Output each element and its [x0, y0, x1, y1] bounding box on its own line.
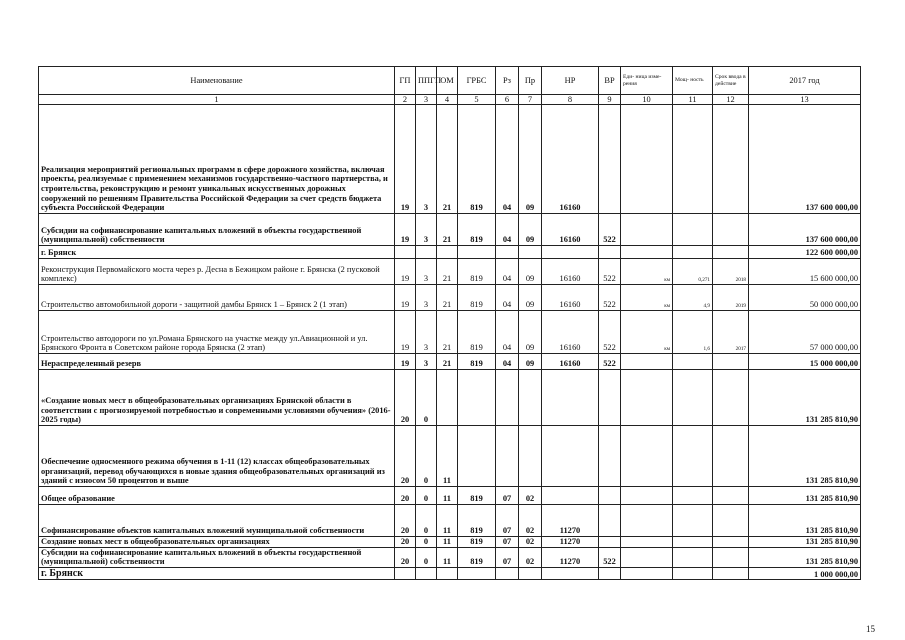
cell-amount: 131 285 810,90 [749, 547, 861, 567]
cell-amount: 15 600 000,00 [749, 259, 861, 285]
cell-amount: 137 600 000,00 [749, 105, 861, 214]
cell-pr: 02 [519, 547, 542, 567]
header-name: Наименование [39, 67, 395, 95]
cell-vr: 522 [599, 354, 621, 370]
cell-unit [621, 426, 673, 487]
cell-term: 2017 [713, 311, 749, 354]
cell-name: Общее образование [39, 487, 395, 505]
cell-term [713, 547, 749, 567]
cell-name: Субсидии на софинансирование капитальных вложений в объекты государственной (муниципальной) собственности [39, 214, 395, 246]
cell-ppgp: 3 [416, 354, 437, 370]
cell-power [673, 487, 713, 505]
cell-gp: 19 [395, 285, 416, 311]
cell-unit [621, 567, 673, 580]
cell-unit [621, 214, 673, 246]
cell-nr: 16160 [542, 259, 599, 285]
cell-power: 1,6 [673, 311, 713, 354]
cell-om: 21 [437, 311, 458, 354]
cell-unit [621, 537, 673, 548]
cell-rz: 07 [496, 537, 519, 548]
cell-nr: 16160 [542, 354, 599, 370]
col-number: 10 [621, 95, 673, 105]
cell-ppgp: 3 [416, 105, 437, 214]
table-row [39, 105, 861, 214]
cell-name: Обеспечение односменного режима обучения в 1-11 (12) классах общеобразовательных организаций, перевод обучающихся в новые здания общеобразовательных организаций из зданий с износом 50 процентов и выше [39, 426, 395, 487]
table-row [39, 537, 861, 548]
table-row [39, 567, 861, 580]
cell-amount: 122 600 000,00 [749, 246, 861, 259]
cell-term [713, 214, 749, 246]
cell-vr [599, 426, 621, 487]
cell-gp: 20 [395, 370, 416, 426]
cell-name: Строительство автомобильной дороги - защитной дамбы Брянск 1 – Брянск 2 (1 этап) [39, 285, 395, 311]
cell-vr: 522 [599, 285, 621, 311]
cell-unit [621, 487, 673, 505]
cell-unit: км [621, 259, 673, 285]
cell-pr: 09 [519, 285, 542, 311]
cell-term: 2019 [713, 285, 749, 311]
cell-amount: 131 285 810,90 [749, 426, 861, 487]
budget-table [38, 66, 861, 580]
header-ppgp: ППГП [416, 67, 437, 95]
cell-rz: 04 [496, 214, 519, 246]
cell-term [713, 370, 749, 426]
cell-om: 21 [437, 105, 458, 214]
header-om: ОМ [437, 67, 458, 95]
cell-gp: 19 [395, 259, 416, 285]
cell-grbs [458, 567, 496, 580]
cell-pr: 02 [519, 505, 542, 537]
cell-ppgp: 0 [416, 426, 437, 487]
col-number: 12 [713, 95, 749, 105]
cell-vr: 522 [599, 311, 621, 354]
cell-pr: 02 [519, 537, 542, 548]
cell-gp: 20 [395, 505, 416, 537]
cell-grbs [458, 426, 496, 487]
cell-rz: 07 [496, 547, 519, 567]
header-term: Срок ввода в действие [713, 67, 749, 95]
cell-om: 11 [437, 537, 458, 548]
table-row [39, 426, 861, 487]
header-grbs: ГРБС [458, 67, 496, 95]
cell-term: 2018 [713, 259, 749, 285]
cell-ppgp: 0 [416, 537, 437, 548]
cell-grbs: 819 [458, 354, 496, 370]
cell-unit [621, 370, 673, 426]
cell-amount: 1 000 000,00 [749, 567, 861, 580]
cell-om: 21 [437, 214, 458, 246]
cell-term [713, 105, 749, 214]
cell-name: Создание новых мест в общеобразовательных организациях [39, 537, 395, 548]
cell-pr [519, 426, 542, 487]
cell-amount: 131 285 810,90 [749, 370, 861, 426]
cell-nr: 11270 [542, 505, 599, 537]
cell-nr: 16160 [542, 105, 599, 214]
col-number: 9 [599, 95, 621, 105]
cell-grbs: 819 [458, 487, 496, 505]
header-vr: ВР [599, 67, 621, 95]
header-row [39, 67, 861, 95]
cell-vr [599, 537, 621, 548]
cell-nr [542, 426, 599, 487]
cell-grbs: 819 [458, 105, 496, 214]
cell-name: Реализация мероприятий региональных программ в сфере дорожного хозяйства, включая проекты, реализуемые с применением механизмов государственно-частного партнерства, и строительства, реконструкцию и ремонт уникальных искусственных дорожных сооружений по решениям Правительства Российской Федерации за счет средств бюджета субъекта Российской Федерации [39, 105, 395, 214]
cell-gp: 19 [395, 105, 416, 214]
cell-gp: 19 [395, 311, 416, 354]
cell-gp: 19 [395, 214, 416, 246]
cell-pr [519, 567, 542, 580]
cell-rz: 07 [496, 505, 519, 537]
header-gp: ГП [395, 67, 416, 95]
cell-rz [496, 426, 519, 487]
cell-vr [599, 567, 621, 580]
cell-pr [519, 246, 542, 259]
table-row [39, 214, 861, 246]
header-nr: НР [542, 67, 599, 95]
cell-nr: 16160 [542, 285, 599, 311]
cell-om [437, 370, 458, 426]
cell-unit [621, 105, 673, 214]
cell-power [673, 354, 713, 370]
cell-name: Нераспределенный резерв [39, 354, 395, 370]
cell-unit: км [621, 311, 673, 354]
cell-unit [621, 354, 673, 370]
cell-name: Строительство автодороги по ул.Романа Брянского на участке между ул.Авиационной и ул. Брянского Фронта в Советском районе города Брянска (2 этап) [39, 311, 395, 354]
cell-grbs: 819 [458, 505, 496, 537]
cell-power [673, 246, 713, 259]
cell-om: 11 [437, 487, 458, 505]
cell-power [673, 370, 713, 426]
header-rz: Рз [496, 67, 519, 95]
cell-ppgp: 0 [416, 547, 437, 567]
cell-amount: 131 285 810,90 [749, 537, 861, 548]
cell-pr: 09 [519, 259, 542, 285]
table-row [39, 259, 861, 285]
col-number: 7 [519, 95, 542, 105]
cell-name: Субсидии на софинансирование капитальных вложений в объекты государственной (муниципальной) собственности [39, 547, 395, 567]
cell-term [713, 567, 749, 580]
cell-vr [599, 487, 621, 505]
cell-gp: 20 [395, 537, 416, 548]
cell-amount: 131 285 810,90 [749, 487, 861, 505]
cell-name: Софинансирование объектов капитальных вложений муниципальной собственности [39, 505, 395, 537]
cell-om [437, 567, 458, 580]
cell-nr: 11270 [542, 547, 599, 567]
cell-amount: 15 000 000,00 [749, 354, 861, 370]
cell-pr: 02 [519, 487, 542, 505]
cell-ppgp: 0 [416, 370, 437, 426]
cell-pr [519, 370, 542, 426]
cell-vr [599, 505, 621, 537]
cell-unit [621, 505, 673, 537]
cell-vr [599, 370, 621, 426]
cell-om: 11 [437, 505, 458, 537]
cell-rz: 04 [496, 105, 519, 214]
cell-grbs: 819 [458, 547, 496, 567]
cell-pr: 09 [519, 214, 542, 246]
cell-om: 11 [437, 547, 458, 567]
cell-unit [621, 246, 673, 259]
cell-gp: 20 [395, 426, 416, 487]
cell-grbs: 819 [458, 537, 496, 548]
cell-om: 11 [437, 426, 458, 487]
cell-amount: 131 285 810,90 [749, 505, 861, 537]
cell-rz [496, 567, 519, 580]
header-year: 2017 год [749, 67, 861, 95]
cell-grbs: 819 [458, 311, 496, 354]
budget-table-sheet [38, 66, 860, 580]
col-number: 5 [458, 95, 496, 105]
page-number: 15 [866, 624, 875, 634]
cell-power [673, 426, 713, 487]
cell-rz: 04 [496, 354, 519, 370]
table-row [39, 311, 861, 354]
cell-nr [542, 370, 599, 426]
cell-power: 0,271 [673, 259, 713, 285]
cell-power: 4,9 [673, 285, 713, 311]
cell-pr: 09 [519, 311, 542, 354]
cell-pr: 09 [519, 105, 542, 214]
header-pr: Пр [519, 67, 542, 95]
cell-term [713, 354, 749, 370]
col-number: 1 [39, 95, 395, 105]
col-number: 6 [496, 95, 519, 105]
col-number: 11 [673, 95, 713, 105]
cell-name: «Создание новых мест в общеобразовательных организациях Брянской области в соответствии с прогнозируемой потребностью и современными условиями обучения» (2016-2025 годы) [39, 370, 395, 426]
col-number: 3 [416, 95, 437, 105]
cell-ppgp: 3 [416, 214, 437, 246]
cell-power [673, 567, 713, 580]
cell-gp: 19 [395, 354, 416, 370]
cell-rz: 04 [496, 285, 519, 311]
cell-vr: 522 [599, 214, 621, 246]
table-row [39, 285, 861, 311]
cell-amount: 137 600 000,00 [749, 214, 861, 246]
cell-pr: 09 [519, 354, 542, 370]
cell-term [713, 537, 749, 548]
col-number: 13 [749, 95, 861, 105]
cell-grbs: 819 [458, 285, 496, 311]
cell-unit [621, 547, 673, 567]
cell-nr [542, 567, 599, 580]
table-row [39, 370, 861, 426]
cell-power [673, 547, 713, 567]
cell-term [713, 505, 749, 537]
cell-power [673, 105, 713, 214]
cell-nr [542, 487, 599, 505]
cell-name: г. Брянск [39, 246, 395, 259]
cell-unit: км [621, 285, 673, 311]
cell-ppgp: 0 [416, 505, 437, 537]
cell-rz: 04 [496, 259, 519, 285]
cell-ppgp: 3 [416, 259, 437, 285]
cell-name: г. Брянск [39, 567, 395, 580]
cell-rz [496, 370, 519, 426]
cell-nr: 16160 [542, 214, 599, 246]
cell-ppgp: 3 [416, 285, 437, 311]
cell-grbs: 819 [458, 214, 496, 246]
col-number: 8 [542, 95, 599, 105]
cell-ppgp: 3 [416, 311, 437, 354]
cell-grbs [458, 246, 496, 259]
column-number-row [39, 95, 861, 105]
cell-rz: 04 [496, 311, 519, 354]
cell-om: 21 [437, 285, 458, 311]
cell-ppgp [416, 246, 437, 259]
cell-vr [599, 246, 621, 259]
col-number: 4 [437, 95, 458, 105]
cell-term [713, 246, 749, 259]
cell-term [713, 426, 749, 487]
cell-term [713, 487, 749, 505]
cell-om [437, 246, 458, 259]
cell-vr [599, 105, 621, 214]
table-row [39, 487, 861, 505]
cell-om: 21 [437, 259, 458, 285]
table-row [39, 246, 861, 259]
cell-nr: 16160 [542, 311, 599, 354]
cell-amount: 50 000 000,00 [749, 285, 861, 311]
header-power: Мощ- ность [673, 67, 713, 95]
cell-vr: 522 [599, 259, 621, 285]
table-row [39, 505, 861, 537]
cell-grbs [458, 370, 496, 426]
table-row [39, 547, 861, 567]
cell-nr: 11270 [542, 537, 599, 548]
cell-ppgp: 0 [416, 487, 437, 505]
cell-power [673, 537, 713, 548]
cell-power [673, 214, 713, 246]
cell-om: 21 [437, 354, 458, 370]
cell-gp: 20 [395, 547, 416, 567]
header-unit: Еди- ница изме- рения [621, 67, 673, 95]
cell-rz [496, 246, 519, 259]
cell-nr [542, 246, 599, 259]
cell-rz: 07 [496, 487, 519, 505]
cell-gp [395, 567, 416, 580]
cell-vr: 522 [599, 547, 621, 567]
cell-ppgp [416, 567, 437, 580]
col-number: 2 [395, 95, 416, 105]
cell-gp: 20 [395, 487, 416, 505]
cell-power [673, 505, 713, 537]
cell-gp [395, 246, 416, 259]
cell-name: Реконструкция Первомайского моста через р. Десна в Бежицком районе г. Брянска (2 пусковой комплекс) [39, 259, 395, 285]
cell-amount: 57 000 000,00 [749, 311, 861, 354]
cell-grbs: 819 [458, 259, 496, 285]
table-row [39, 354, 861, 370]
